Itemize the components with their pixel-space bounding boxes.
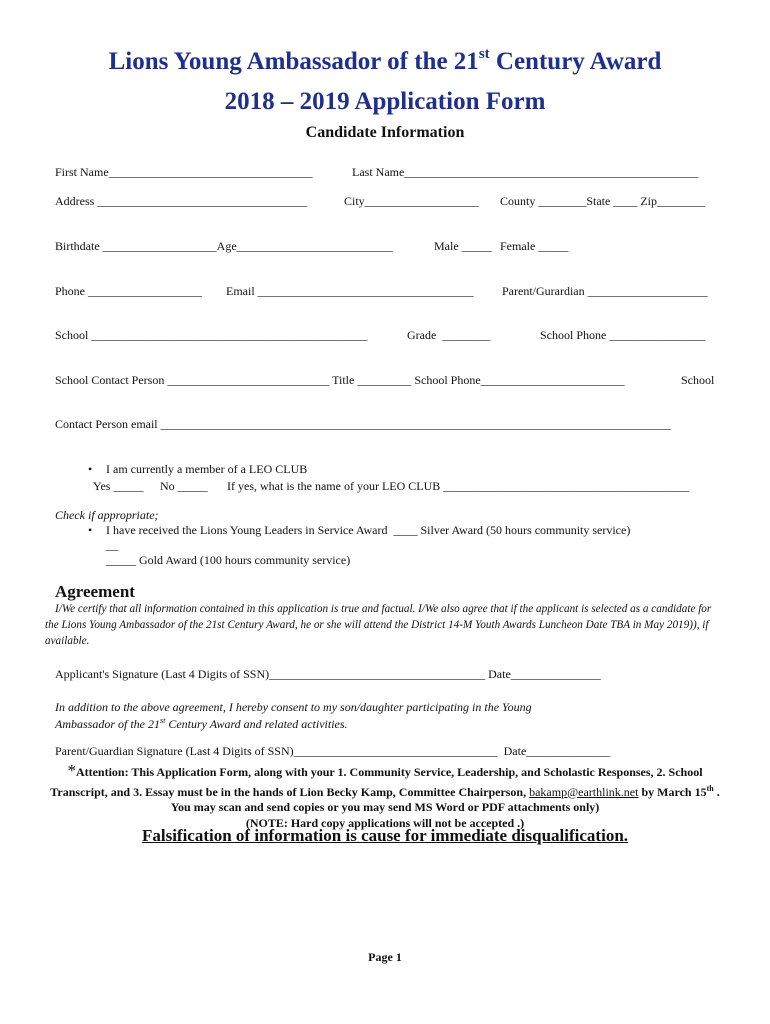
consent-line-2: Ambassador of the 21st Century Award and related activities. [55,716,348,731]
school-field[interactable]: School ______________________________________________ [55,328,368,342]
award-gold-field[interactable]: _____ Gold Award (100 hours community service) [106,553,351,567]
county-state-zip-field[interactable]: County ________State ____ Zip________ [500,194,705,208]
school-contact-field[interactable]: School Contact Person ___________________________ Title _________ School Phone________________________ [55,373,625,387]
male-field[interactable]: Male _____ [434,239,492,253]
section-candidate-information: Candidate Information [305,124,465,141]
falsification-warning: Falsification of information is cause for immediate disqualification. [141,826,629,845]
applicant-signature-field[interactable]: Applicant's Signature (Last 4 Digits of SSN)____________________________________ Date_______________ [55,667,601,681]
check-if-appropriate: Check if appropriate; [55,508,159,522]
school-contact-tail: School [681,373,715,387]
birthdate-age-field[interactable]: Birthdate ___________________Age__________________________ [55,239,393,253]
consent-line-1: In addition to the above agreement, I hereby consent to my son/daughter participating in the Young [55,700,532,714]
first-name-field[interactable]: First Name__________________________________ [55,165,313,179]
last-name-field[interactable]: Last Name_________________________________________________ [352,165,699,179]
page-number: Page 1 [368,950,402,964]
parent-guardian-field[interactable]: Parent/Gurardian ____________________ [502,284,708,298]
contact-email-field[interactable]: Contact Person email _____________________________________________________________________________________ [55,417,671,431]
leo-no-field[interactable]: No _____ [160,479,208,493]
bullet-icon: • [88,462,93,476]
address-field[interactable]: Address ___________________________________ [55,194,308,208]
leo-yes-field[interactable]: Yes _____ [93,479,144,493]
grade-field[interactable]: Grade ________ [407,328,491,342]
award-blank: __ [106,538,118,552]
agreement-text: I/We certify that all information contained in this application is true and factual. I/We also agree that if the applicant is selected as a candidate for the Lions Young Ambassador of the 21st Century Award, he or she will attend the District 14-M Youth Awards Luncheon Date TBA in May 2019)), if available. [45,603,712,647]
leo-member-label: I am currently a member of a LEO CLUB [106,462,308,476]
form-title: Lions Young Ambassador of the 21st Century Award [108,46,662,75]
school-phone-field[interactable]: School Phone ________________ [540,328,706,342]
award-silver-field[interactable]: I have received the Lions Young Leaders in Service Award ____ Silver Award (50 hours community service) [106,523,631,537]
city-field[interactable]: City___________________ [344,194,479,208]
phone-field[interactable]: Phone ___________________ [55,284,202,298]
agreement-heading: Agreement [55,582,135,601]
form-subtitle: 2018 – 2019 Application Form [224,88,546,115]
email-field[interactable]: Email ____________________________________ [226,284,474,298]
bullet-icon: • [88,523,93,537]
parent-signature-field[interactable]: Parent/Guardian Signature (Last 4 Digits of SSN)__________________________________ Date______________ [55,744,611,758]
attention-notice: *Attention: This Application Form, along with your 1. Community Service, Leadership, and Scholastic Responses, 2. School Transcript, and 3. Essay must be in the hands of Lion Becky Kamp, Committee Chairperson, bakamp@earthlink.net by March 15th . You may scan and send copies or you may send MS Word or PDF attachments only) (NOTE: Hard copy applications will not be accepted .) [50,761,720,830]
contact-email-link[interactable]: bakamp@earthlink.net [529,784,639,799]
leo-club-name-field[interactable]: If yes, what is the name of your LEO CLUB _________________________________________ [227,479,690,493]
female-field[interactable]: Female _____ [500,239,569,253]
